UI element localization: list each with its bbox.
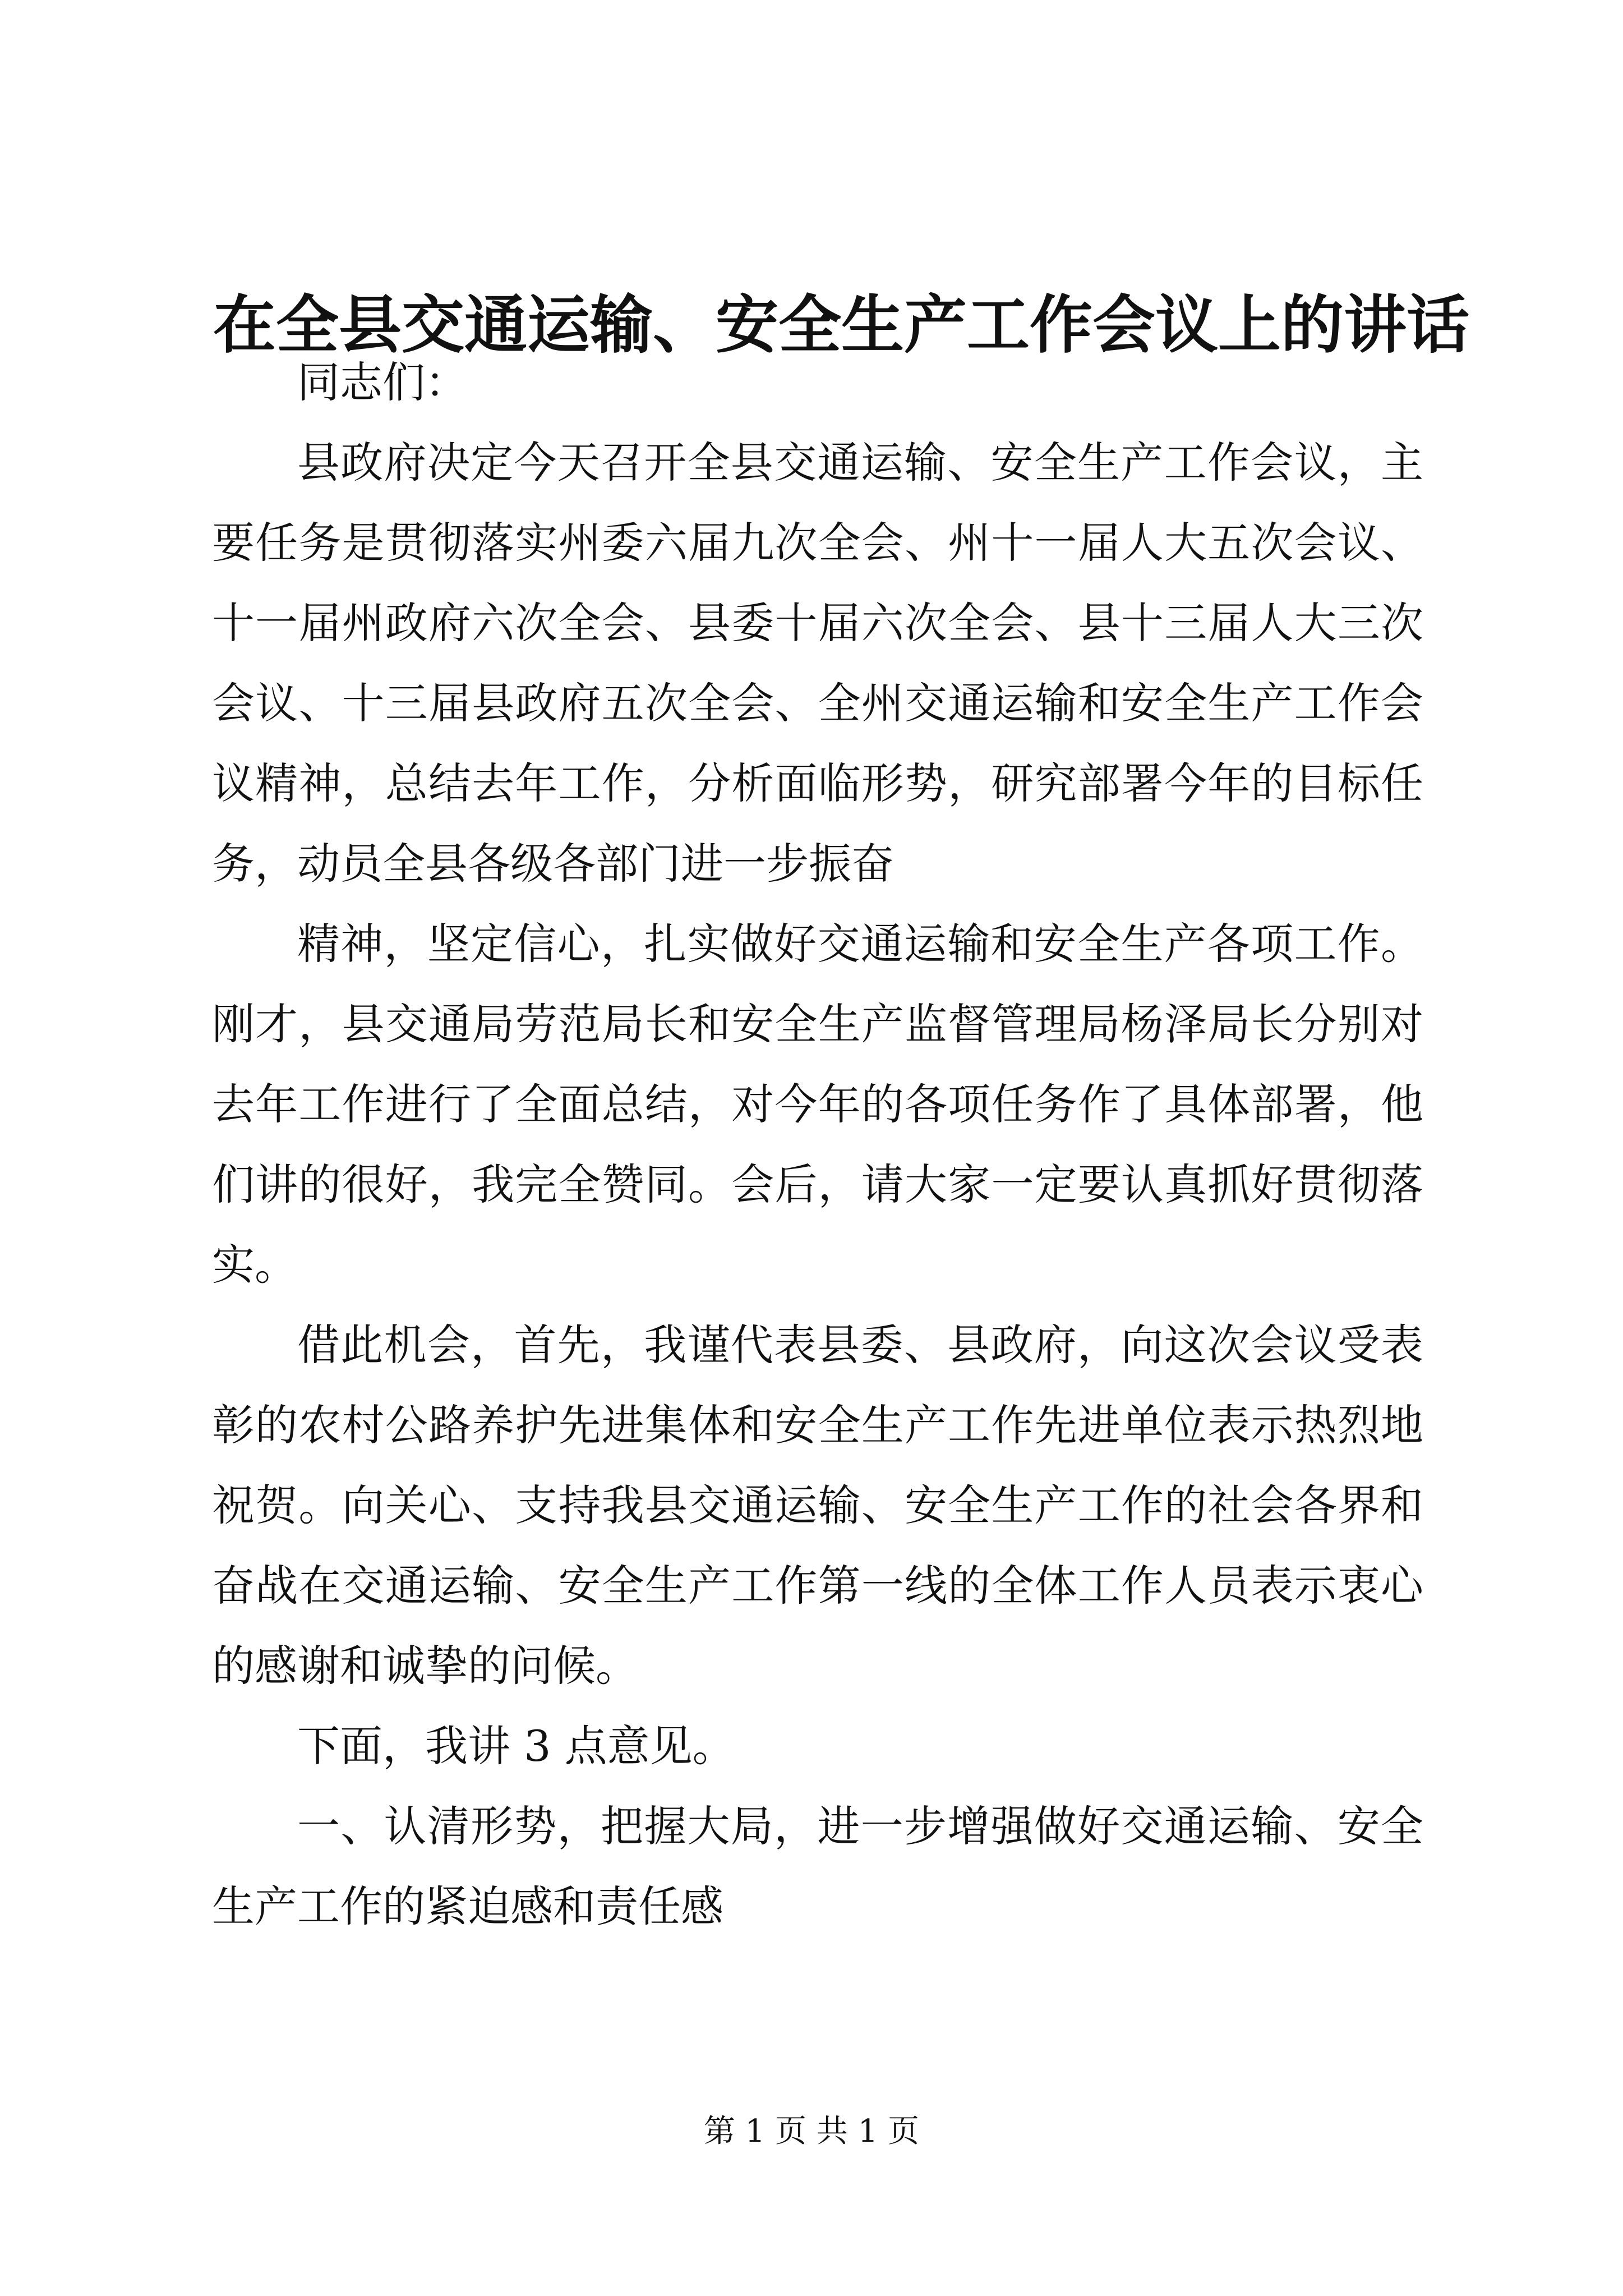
paragraph-1: 县政府决定今天召开全县交通运输、安全生产工作会议，主要任务是贯彻落实州委六届九次全会、州十一届人大五次会议、十一届州政府六次全会、县委十届六次全会、县十三届人大三次会议、十三届县政府五次全会、全州交通运输和安全生产工作会议精神，总结去年工作，分析面临形势，研究部署今年的目标任务，动员全县各级各部门进一步振奋 bbox=[212, 438, 1423, 889]
page-footer: 第 1 页 共 1 页 bbox=[703, 2113, 920, 2150]
paragraph-2: 精神，坚定信心，扎实做好交通运输和安全生产各项工作。刚才，县交通局劳范局长和安全生产监督管理局杨泽局长分别对去年工作进行了全面总结，对今年的各项任务作了具体部署，他们讲的很好，我完全赞同。会后，请大家一定要认真抓好贯彻落实。 bbox=[212, 919, 1423, 1290]
paragraph-salutation: 同志们： bbox=[297, 357, 468, 407]
document-title: 在全县交通运输、安全生产工作会议上的讲话 bbox=[213, 288, 1469, 362]
paragraph-5: 一、认清形势，把握大局，进一步增强做好交通运输、安全生产工作的紧迫感和责任感 bbox=[212, 1801, 1423, 1931]
document-body bbox=[212, 342, 1423, 1947]
paragraph-4: 下面，我讲 3 点意见。 bbox=[297, 1721, 735, 1771]
paragraph-3: 借此机会，首先，我谨代表县委、县政府，向这次会议受表彰的农村公路养护先进集体和安全生产工作先进单位表示热烈地祝贺。向关心、支持我县交通运输、安全生产工作的社会各界和奋战在交通运输、安全生产工作第一线的全体工作人员表示衷心的感谢和诚挚的问候。 bbox=[212, 1320, 1423, 1691]
